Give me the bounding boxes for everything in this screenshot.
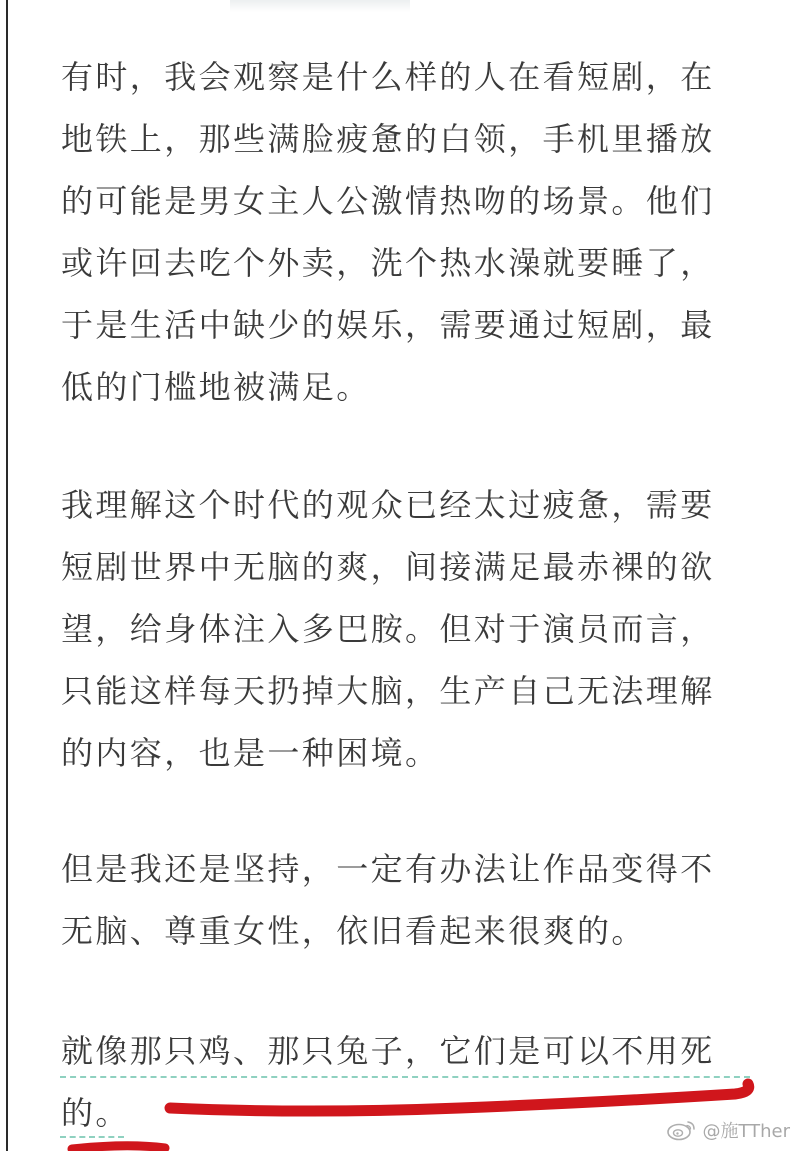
text-line: 我理解这个时代的观众已经太过疲惫，需要 xyxy=(61,486,715,524)
weibo-icon xyxy=(666,1119,696,1141)
watermark-text: @施TTher xyxy=(702,1121,790,1142)
text-line: 但是我还是坚持，一定有办法让作品变得不 xyxy=(61,850,715,888)
text-line: 有时，我会观察是什么样的人在看短剧，在 xyxy=(61,58,715,96)
text-line: 无脑、尊重女性，依旧看起来很爽的。 xyxy=(61,912,646,950)
top-edge-shadow xyxy=(230,0,410,12)
text-line: 短剧世界中无脑的爽，间接满足最赤裸的欲 xyxy=(61,548,715,586)
dashed-underline xyxy=(60,1076,750,1078)
text-line: 只能这样每天扔掉大脑，生产自己无法理解 xyxy=(61,672,715,710)
weibo-watermark xyxy=(666,1117,790,1143)
text-line: 地铁上，那些满脸疲惫的白领，手机里播放 xyxy=(61,120,715,158)
text-line: 的内容，也是一种困境。 xyxy=(61,734,440,772)
text-line: 就像那只鸡、那只兔子，它们是可以不用死 xyxy=(61,1032,715,1070)
paragraph-2 xyxy=(61,474,751,784)
text-line: 望，给身体注入多巴胺。但对于演员而言， xyxy=(61,610,715,648)
paragraph-1 xyxy=(61,46,751,418)
paragraph-3 xyxy=(61,838,751,962)
marker-hook xyxy=(72,1146,165,1149)
text-line: 于是生活中缺少的娱乐，需要通过短剧，最 xyxy=(61,306,715,344)
text-line: 低的门槛地被满足。 xyxy=(61,368,371,406)
text-line: 或许回去吃个外卖，洗个热水澡就要睡了， xyxy=(61,244,715,282)
dashed-underline xyxy=(60,1136,124,1138)
paragraph-4 xyxy=(61,1020,751,1144)
text-line: 的可能是男女主人公激情热吻的场景。他们 xyxy=(61,182,715,220)
text-line: 的。 xyxy=(61,1094,130,1132)
left-border xyxy=(6,0,8,1151)
